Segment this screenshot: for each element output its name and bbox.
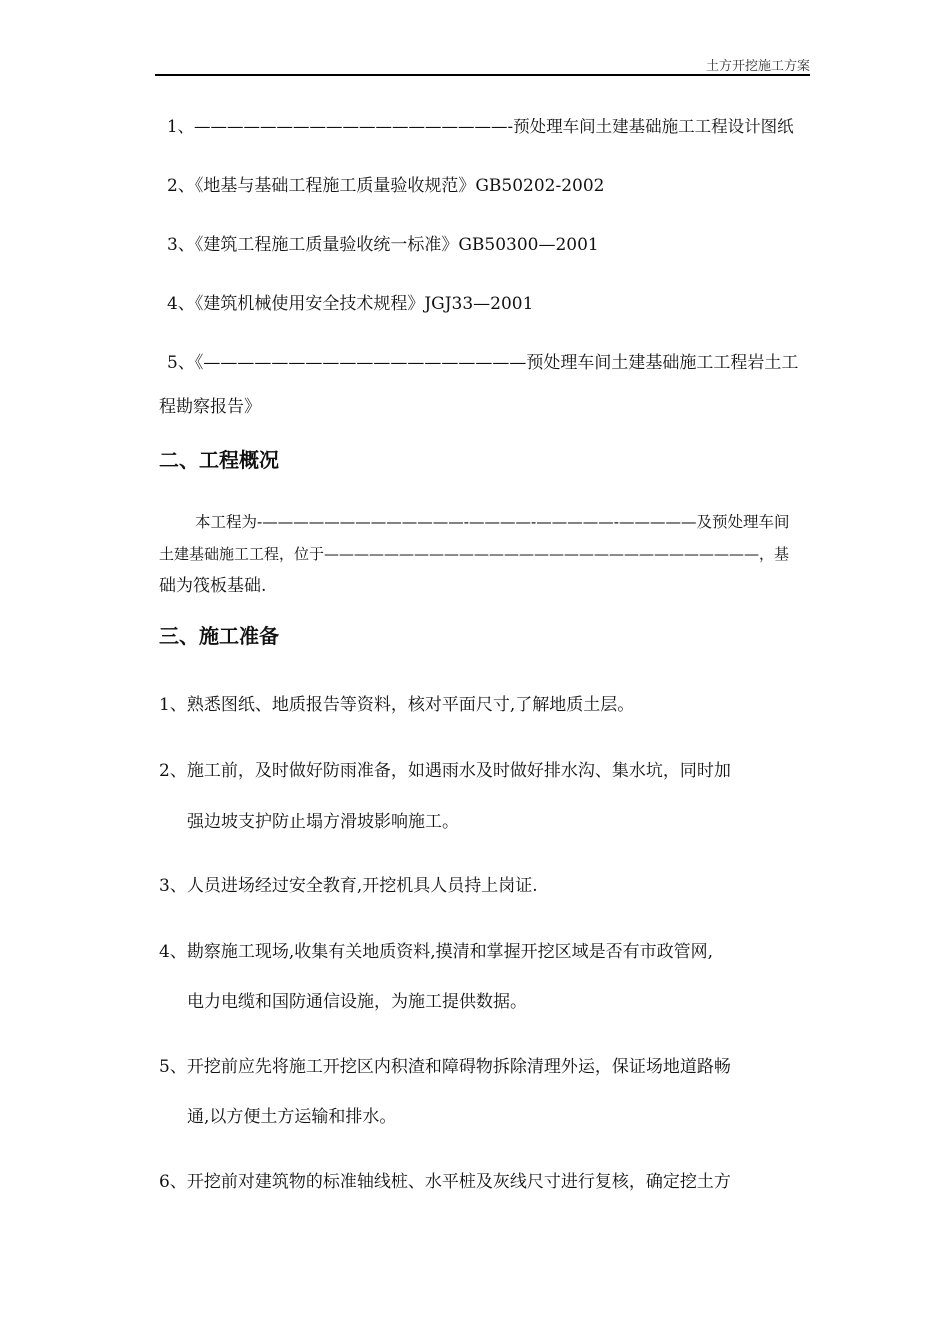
- reference-item-2: 2、《地基与基础工程施工质量验收规范》GB50202-2002: [167, 176, 605, 196]
- preparation-item-2-continued: 强边坡支护防止塌方滑坡影响施工。: [187, 812, 459, 832]
- reference-item-1: 1、———————————————————-预处理车间土建基础施工工程设计图纸: [167, 117, 794, 136]
- reference-item-4: 4、《建筑机械使用安全技术规程》JGJ33—2001: [167, 294, 534, 314]
- preparation-item-6: 6、开挖前对建筑物的标准轴线桩、水平桩及灰线尺寸进行复核，确定挖土方: [159, 1172, 731, 1192]
- preparation-item-4-continued: 电力电缆和国防通信设施，为施工提供数据。: [187, 992, 527, 1012]
- overview-paragraph-line: 本工程为-—————————————-————-—————-—————及预处理车间: [195, 513, 790, 531]
- running-header: 土方开挖施工方案: [705, 59, 810, 74]
- preparation-item-5-continued: 通,以方便土方运输和排水。: [187, 1107, 397, 1127]
- preparation-item-1: 1、熟悉图纸、地质报告等资料，核对平面尺寸,了解地质土层。: [159, 695, 635, 715]
- overview-paragraph-line: 础为筏板基础.: [159, 576, 267, 596]
- section-heading-preparation: 三、施工准备: [159, 624, 279, 648]
- preparation-item-4: 4、勘察施工现场,收集有关地质资料,摸清和掌握开挖区域是否有市政管网,: [159, 942, 714, 962]
- reference-item-5: 5、《———————————————————预处理车间土建基础施工工程岩土工: [167, 353, 799, 373]
- preparation-item-3: 3、人员进场经过安全教育,开挖机具人员持上岗证.: [159, 876, 538, 896]
- preparation-item-2: 2、施工前，及时做好防雨准备，如遇雨水及时做好排水沟、集水坑，同时加: [159, 761, 731, 781]
- header-rule: [155, 74, 810, 76]
- overview-paragraph-line: 土建基础施工工程，位于—————————————————————————————，基: [159, 545, 790, 563]
- reference-item-3: 3、《建筑工程施工质量验收统一标准》GB50300—2001: [167, 235, 599, 255]
- reference-item-5-continued: 程勘察报告》: [159, 397, 261, 417]
- section-heading-overview: 二、工程概况: [159, 448, 279, 472]
- preparation-item-5: 5、开挖前应先将施工开挖区内积渣和障碍物拆除清理外运，保证场地道路畅: [159, 1057, 731, 1077]
